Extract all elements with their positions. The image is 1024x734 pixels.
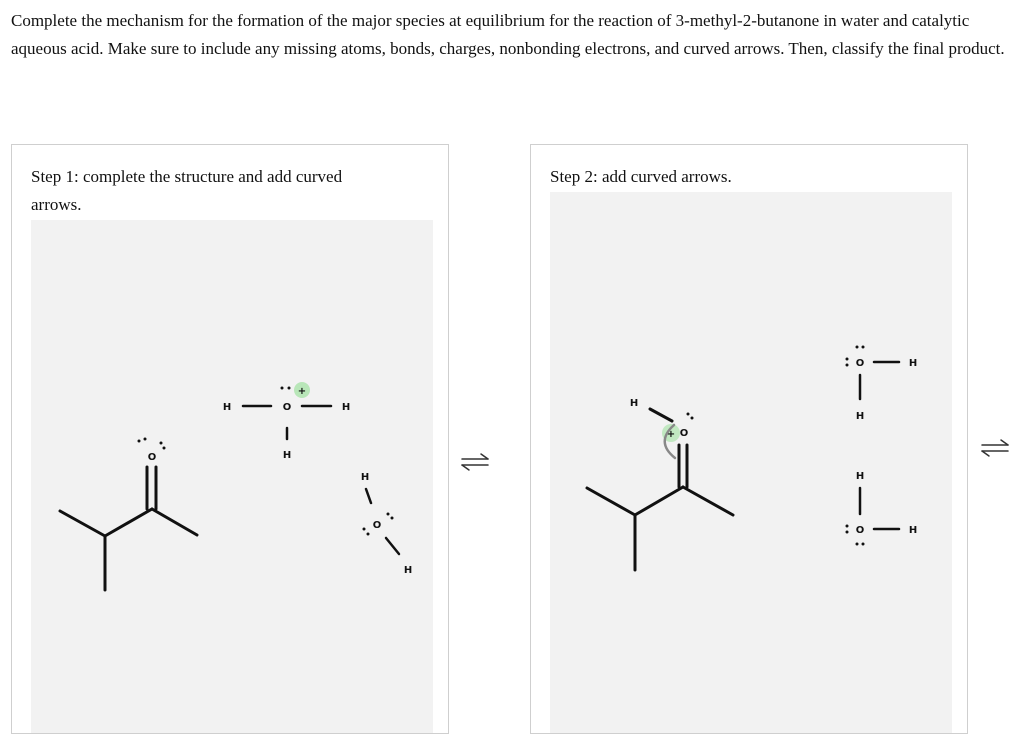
lone-pair-dot <box>138 440 141 443</box>
lone-pair-dot <box>387 513 390 516</box>
protonated-ketone[interactable] <box>587 409 733 570</box>
bond <box>587 488 635 515</box>
lone-pair-dot <box>846 525 849 528</box>
bond <box>635 487 683 515</box>
lone-pair-dot <box>288 387 291 390</box>
lone-pair-dot <box>281 387 284 390</box>
hydrogen-atom: H <box>222 402 232 413</box>
step-2-drawing-canvas[interactable] <box>550 192 952 733</box>
plus-charge: + <box>666 429 676 440</box>
lone-pair-dot <box>862 543 865 546</box>
lone-pair-dot <box>391 517 394 520</box>
step-2-structures <box>550 192 952 692</box>
lone-pair-dot <box>856 543 859 546</box>
lone-pair-dot <box>363 528 366 531</box>
equilibrium-arrows-icon <box>979 437 1011 459</box>
water-molecule-top[interactable] <box>846 346 918 423</box>
step-1-title: Step 1: complete the structure and add curved arrows. <box>31 167 343 214</box>
bond <box>60 511 105 536</box>
step-2-panel <box>530 144 968 734</box>
bond <box>152 509 197 535</box>
bond <box>683 487 733 515</box>
hydrogen-atom: H <box>360 472 370 483</box>
oxygen-atom: O <box>855 358 865 369</box>
step-2-title: Step 2: add curved arrows. <box>550 167 732 186</box>
bond <box>366 489 371 503</box>
lone-pair-dot <box>846 358 849 361</box>
step-1-structures <box>31 220 433 720</box>
lone-pair-dot <box>163 447 166 450</box>
oxygen-atom: O <box>679 428 689 439</box>
ketone-structure[interactable] <box>60 467 197 590</box>
equilibrium-arrows-icon <box>459 451 491 473</box>
step-1-drawing-canvas[interactable] <box>31 220 433 733</box>
hydrogen-atom: H <box>855 471 865 482</box>
oxonium-oxygen[interactable] <box>630 398 694 458</box>
hydrogen-atom: H <box>403 565 413 576</box>
water-molecule[interactable] <box>361 472 412 576</box>
hydrogen-atom: H <box>908 525 918 536</box>
oxygen-atom: O <box>855 525 865 536</box>
carbonyl-oxygen[interactable] <box>138 438 166 464</box>
lone-pair-dot <box>367 533 370 536</box>
oxygen-atom: O <box>147 452 157 463</box>
question-prompt: Complete the mechanism for the formation of the major species at equilibrium for the reaction of 3-methyl-2-butanone in water and catalytic aqueous acid. Make sure to include any missing atoms, bonds, charges, nonbonding electrons, and curved arrows. Then, classify the final product. <box>11 11 1005 58</box>
bond <box>105 509 152 536</box>
hydronium-ion[interactable] <box>223 382 350 461</box>
oxygen-atom: O <box>372 520 382 531</box>
hydrogen-atom: H <box>629 398 639 409</box>
bond <box>386 538 399 554</box>
hydrogen-atom: H <box>855 411 865 422</box>
lone-pair-dot <box>160 442 163 445</box>
lone-pair-dot <box>846 364 849 367</box>
lone-pair-dot <box>856 346 859 349</box>
step-1-panel <box>11 144 449 734</box>
water-molecule-bottom[interactable] <box>846 471 918 546</box>
plus-charge: + <box>297 386 307 397</box>
hydrogen-atom: H <box>282 450 292 461</box>
lone-pair-dot <box>691 417 694 420</box>
oxygen-atom: O <box>282 402 292 413</box>
lone-pair-dot <box>687 413 690 416</box>
hydrogen-atom: H <box>341 402 351 413</box>
lone-pair-dot <box>846 531 849 534</box>
lone-pair-dot <box>862 346 865 349</box>
bond <box>650 409 672 421</box>
hydrogen-atom: H <box>908 358 918 369</box>
lone-pair-dot <box>144 438 147 441</box>
